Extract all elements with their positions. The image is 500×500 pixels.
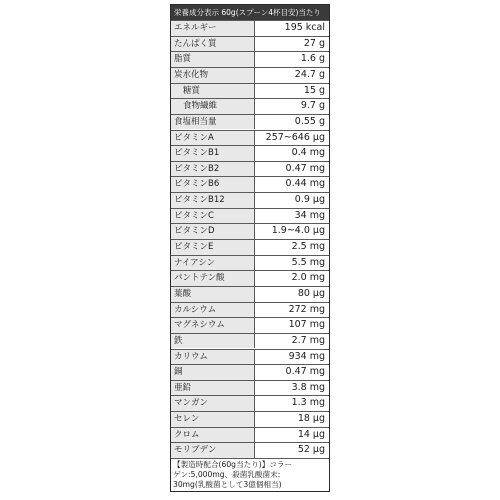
- nutrient-label: 食物繊維: [171, 99, 255, 114]
- nutrition-facts-panel: [170, 4, 330, 492]
- nutrient-label: カリウム: [171, 350, 255, 365]
- nutrient-row-protein: [171, 36, 329, 52]
- nutrient-label: セレン: [171, 412, 255, 427]
- nutrient-label: ビタミンB1: [171, 146, 255, 161]
- nutrient-value: 934 mg: [288, 350, 325, 362]
- nutrient-row-energy: [171, 20, 329, 36]
- nutrient-label: モリブデン: [171, 443, 255, 458]
- nutrient-row-vitamin-b2: [171, 161, 329, 177]
- nutrient-value: 195 kcal: [284, 22, 325, 33]
- nutrient-value: 27 g: [303, 37, 325, 49]
- nutrient-label: ビタミンA: [171, 131, 255, 146]
- nutrient-label: ビタミンB6: [171, 177, 255, 192]
- nutrient-row-vitamin-a: [171, 130, 329, 146]
- nutrient-label: 脂質: [171, 52, 255, 67]
- nutrient-value: 80 μg: [297, 287, 325, 299]
- nutrient-label: 亜鉛: [171, 381, 255, 396]
- nutrient-label: 葉酸: [171, 287, 255, 302]
- nutrient-row-iron: [171, 333, 329, 349]
- nutrient-value: 2.5 mg: [291, 241, 325, 252]
- nutrient-value: 107 mg: [288, 319, 325, 331]
- nutrient-row-selenium: [171, 411, 329, 427]
- nutrient-value: 0.9 μg: [294, 194, 325, 206]
- nutrient-label: クロム: [171, 428, 255, 443]
- nutrient-value: 2.0 mg: [291, 272, 325, 284]
- nutrient-value: 52 μg: [297, 444, 325, 456]
- nutrient-row-folic-acid: [171, 286, 329, 302]
- nutrient-value: 0.44 mg: [285, 178, 325, 190]
- nutrient-label: マンガン: [171, 396, 255, 411]
- nutrient-row-molybdenum: [171, 442, 329, 458]
- note-line: 【製造時配合(60g当たり)】コラー: [173, 460, 293, 469]
- nutrition-header: 栄養成分表示 60g(スプーン4杯目安)当たり: [171, 5, 329, 20]
- nutrient-value: 34 mg: [294, 209, 325, 221]
- nutrient-value: 1.6 g: [300, 53, 325, 65]
- nutrient-value: 18 μg: [297, 413, 325, 425]
- nutrient-value: 272 mg: [288, 303, 325, 315]
- nutrient-label: 銅: [171, 365, 255, 380]
- nutrient-value: 14 μg: [297, 428, 325, 440]
- nutrient-label: マグネシウム: [171, 318, 255, 333]
- nutrient-row-copper: [171, 364, 329, 380]
- nutrient-label: 糖質: [171, 84, 255, 99]
- nutrient-row-potassium: [171, 349, 329, 365]
- nutrient-value: 1.3 mg: [291, 397, 325, 409]
- manufacturing-note: [171, 458, 329, 491]
- nutrient-label: 鉄: [171, 334, 255, 349]
- nutrient-row-manganese: [171, 395, 329, 411]
- note-line: 30mg(乳酸菌として3億個相当): [173, 480, 282, 489]
- nutrient-row-magnesium: [171, 317, 329, 333]
- nutrient-row-salt: [171, 114, 329, 130]
- nutrient-row-pantothenic-acid: [171, 270, 329, 286]
- nutrient-label: ビタミンD: [171, 224, 255, 239]
- nutrient-label: ビタミンB2: [171, 162, 255, 177]
- nutrient-row-dietary-fiber: [171, 98, 329, 114]
- nutrient-label: ビタミンB12: [171, 193, 255, 208]
- nutrient-value: 0.55 g: [294, 115, 325, 127]
- nutrient-row-zinc: [171, 380, 329, 396]
- nutrient-row-vitamin-b1: [171, 145, 329, 161]
- nutrient-label: パントテン酸: [171, 271, 255, 286]
- note-line: ゲン:5,000mg、殺菌乳酸菌末:: [173, 470, 281, 479]
- nutrient-value: 257~646 μg: [265, 131, 325, 143]
- nutrient-value: 15 g: [303, 84, 325, 96]
- nutrient-row-vitamin-b12: [171, 192, 329, 208]
- nutrient-label: ビタミンC: [171, 209, 255, 224]
- nutrient-label: エネルギー: [171, 21, 255, 36]
- nutrient-row-niacin: [171, 255, 329, 271]
- nutrient-label: 炭水化物: [171, 68, 255, 83]
- nutrient-value: 3.8 mg: [291, 381, 325, 393]
- nutrient-row-vitamin-d: [171, 223, 329, 239]
- nutrient-value: 0.47 mg: [285, 162, 325, 174]
- nutrient-row-carbohydrate: [171, 67, 329, 83]
- nutrient-row-vitamin-b6: [171, 176, 329, 192]
- nutrient-row-vitamin-e: [171, 239, 329, 255]
- nutrient-label: カルシウム: [171, 303, 255, 318]
- nutrient-row-sugar: [171, 83, 329, 99]
- nutrient-label: たんぱく質: [171, 37, 255, 52]
- nutrient-value: 1.9~4.0 μg: [271, 225, 325, 237]
- nutrient-row-fat: [171, 51, 329, 67]
- nutrient-label: ナイアシン: [171, 256, 255, 271]
- nutrient-value: 2.7 mg: [291, 334, 325, 346]
- nutrient-row-calcium: [171, 302, 329, 318]
- nutrient-value: 5.5 mg: [291, 256, 325, 268]
- nutrient-row-chromium: [171, 427, 329, 443]
- nutrient-value: 24.7 g: [294, 68, 325, 80]
- nutrient-value: 0.4 mg: [291, 147, 325, 159]
- nutrient-row-vitamin-c: [171, 208, 329, 224]
- nutrient-label: ビタミンE: [171, 240, 255, 255]
- nutrient-label: 食塩相当量: [171, 115, 255, 130]
- nutrient-value: 9.7 g: [300, 100, 325, 112]
- nutrient-value: 0.47 mg: [285, 366, 325, 378]
